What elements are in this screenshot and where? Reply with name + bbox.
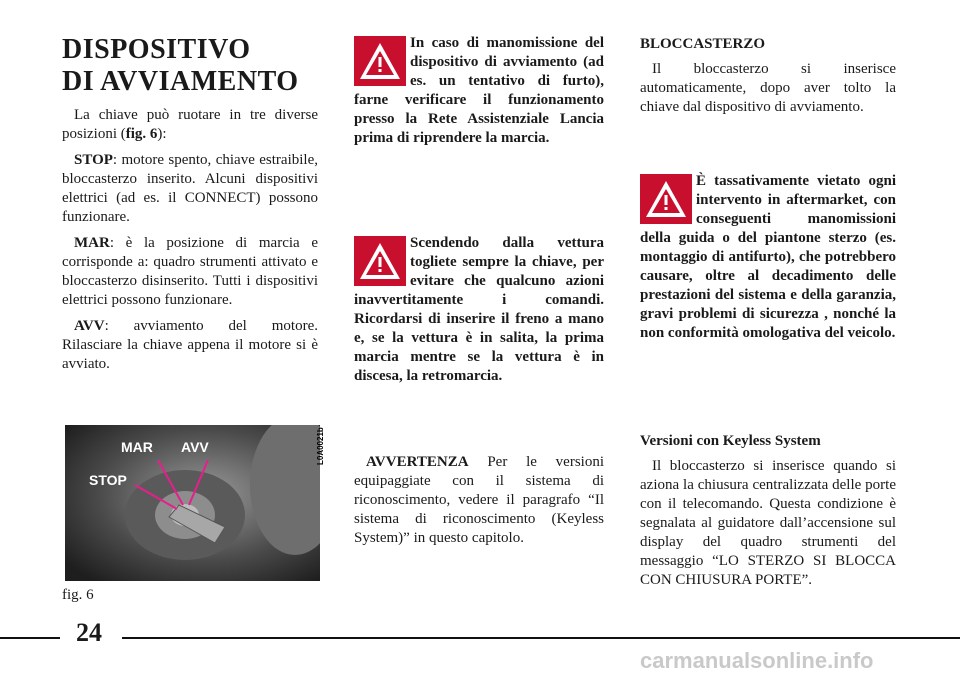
warning-exit-text: Scendendo dalla vettura togliete sempre la chiave, per evitare che qualcuno azioni inavvertitamente i comandi. Ricordarsi di inserire il freno a mano e, se la vettura è in salita, la prima marcia mentre se la vettura è in discesa, la retromarcia. [354, 235, 604, 384]
stop-text: : motore spento, chiave estraibile, bloccasterzo inserito. Alcuni dispositivi elettrici (ad es. il CONNECT) possono funzionare. [62, 152, 318, 225]
column-3-bottom [640, 432, 896, 590]
intro-fig-ref: fig. 6 [125, 126, 158, 142]
stop-paragraph [62, 151, 318, 227]
intro-paragraph [62, 106, 318, 144]
warning-exit-vehicle [354, 234, 604, 386]
figure-caption: fig. 6 [62, 587, 94, 603]
intro-text: La chiave può ruotare in tre diverse posizioni ( [62, 107, 318, 142]
label-avv: AVV [181, 439, 209, 455]
title-line-1: DISPOSITIVO [62, 34, 251, 65]
warning-aftermarket-text: È tassativamente vietato ogni intervento in aftermarket, con conseguenti manomissioni della guida o del piantone sterzo (es. montaggio di antifurto), che potrebbero causare, oltre al decadimento delle prestazioni del sistema e della garanzia, gravi problemi di sicurezza , nonché la non conformità omologativa del veicolo. [640, 173, 896, 341]
warning-aftermarket [640, 172, 896, 343]
page-title [62, 34, 299, 98]
page-number: 24 [76, 618, 102, 647]
mar-paragraph [62, 234, 318, 310]
bloccasterzo-paragraph: Il bloccasterzo si inserisce automaticamente, dopo aver tolto la chiave dal dispositivo di avviamento. [640, 61, 896, 115]
mar-term: MAR [74, 235, 110, 251]
warning-tamper-text: In caso di manomissione del dispositivo di avviamento (ad es. un tentativo di furto), farne verificare il funzionamento presso la Rete Assistenziale Lancia prima di riprendere la marcia. [354, 35, 604, 146]
label-mar: MAR [121, 439, 153, 455]
watermark: carmanualsonline.info [640, 648, 874, 673]
heading-keyless: Versioni con Keyless System [640, 433, 821, 449]
column-3-top [640, 35, 896, 117]
avv-text: : avviamento del motore. Rilasciare la chiave appena il motore si è avviato. [62, 318, 318, 372]
note-term: AVVERTENZA [366, 454, 469, 470]
figure-code-text: L0A0021b [316, 427, 325, 465]
avv-paragraph [62, 317, 318, 374]
note-text: Per le versioni equipaggiate con il sistema di riconoscimento, vedere il paragrafo “Il sistema di riconoscimento (Keyless System)” in questo capitolo. [354, 454, 604, 546]
intro-text-end: ): [157, 126, 167, 142]
footer-rule-right [122, 637, 960, 639]
warning-tamper [354, 34, 604, 148]
label-stop: STOP [89, 472, 127, 488]
figure-code [314, 425, 326, 465]
title-line-2: DI AVVIAMENTO [62, 66, 299, 97]
mar-text: : è la posizione di marcia e corrisponde a: quadro strumenti attivato e bloccasterzo disinserito. Tutti i dispositivi elettrici possono funzionare. [62, 235, 318, 308]
avv-term: AVV [74, 318, 105, 334]
ignition-key-figure [65, 425, 320, 581]
keyless-paragraph: Il bloccasterzo si inserisce quando si aziona la chiusura centralizzata delle porte con il telecomando. Questa condizione è segnalata al guidatore dall’accensione sul display del quadro strumenti del messaggio “LO STERZO SI BLOCCA CON CHIUSURA PORTE”. [640, 458, 896, 588]
column-1 [62, 106, 318, 374]
heading-bloccasterzo: BLOCCASTERZO [640, 36, 766, 52]
footer-rule-left [0, 637, 60, 639]
note-paragraph [354, 453, 604, 548]
stop-term: STOP [74, 152, 113, 168]
